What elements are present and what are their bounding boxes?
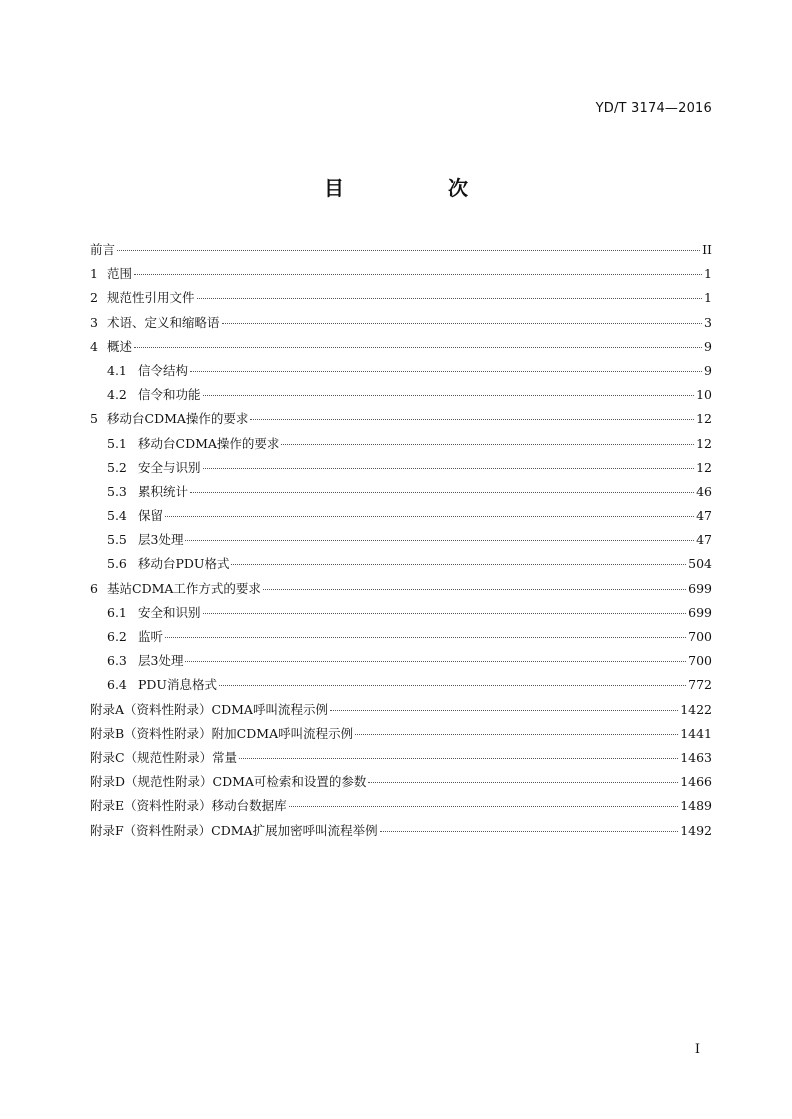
toc-entry-page: 1463 (680, 749, 712, 765)
toc-entry-title: 安全与识别 (138, 459, 201, 475)
toc-entry-number: 6 (90, 580, 98, 596)
toc-entry-title: 信令和功能 (138, 387, 201, 403)
toc-entry-number: 6.1 (107, 604, 127, 620)
toc-dot-leader (219, 685, 686, 686)
toc-entry-title: 附录A（资料性附录）CDMA呼叫流程示例 (90, 701, 328, 717)
toc-entry-number: 2 (90, 290, 98, 306)
toc-entry-page: 47 (696, 532, 712, 548)
toc-entry[interactable] (90, 579, 712, 603)
toc-entry[interactable] (90, 772, 712, 796)
toc-entry-number: 6.4 (107, 677, 127, 693)
toc-entry-page: 10 (696, 387, 712, 403)
toc-entry[interactable] (90, 288, 712, 312)
toc-dot-leader (222, 323, 702, 324)
toc-entry-title: 监听 (138, 629, 164, 644)
toc-entry-page: 772 (688, 677, 712, 693)
toc-entry[interactable] (90, 385, 712, 409)
toc-entry[interactable] (90, 554, 712, 578)
toc-dot-leader (185, 540, 694, 541)
toc-dot-leader (239, 758, 678, 759)
toc-entry[interactable] (90, 627, 712, 651)
toc-entry-page: 504 (688, 556, 712, 572)
toc-entry-number: 4 (90, 338, 98, 354)
toc-entry-number: 4.1 (107, 362, 127, 378)
toc-entry-number: 3 (90, 314, 98, 330)
toc-entry-title: 累积统计 (138, 483, 189, 499)
toc-entry[interactable] (90, 434, 712, 458)
toc-dot-leader (134, 347, 702, 348)
toc-dot-leader (165, 637, 686, 638)
toc-dot-leader (190, 371, 702, 372)
toc-entry-title: 概述 (107, 338, 133, 354)
toc-entry-page: 700 (688, 629, 712, 644)
toc-entry-title: 移动台CDMA操作的要求 (138, 435, 280, 451)
toc-entry[interactable] (90, 361, 712, 385)
toc-entry-page: 1489 (680, 798, 712, 814)
toc-entry-page: 1466 (680, 774, 712, 790)
toc-entry[interactable] (90, 748, 712, 772)
toc-dot-leader (185, 661, 686, 662)
toc-entry-title: 移动台CDMA操作的要求 (107, 411, 249, 427)
toc-entry-page: 9 (704, 362, 712, 378)
toc-entry-page: 46 (696, 483, 712, 499)
toc-entry[interactable] (90, 700, 712, 724)
toc-entry-number: 6.3 (107, 653, 127, 669)
toc-entry-title: 范围 (107, 266, 133, 282)
toc-dot-leader (368, 782, 678, 783)
toc-entry-page: 700 (688, 653, 712, 669)
toc-entry[interactable] (90, 506, 712, 530)
toc-entry-number: 1 (90, 266, 98, 282)
table-of-contents (90, 240, 712, 845)
toc-entry-page: 1492 (680, 822, 712, 838)
toc-entry-number: 5.3 (107, 483, 127, 499)
toc-entry-number: 5.5 (107, 532, 127, 548)
toc-entry[interactable] (90, 458, 712, 482)
toc-dot-leader (203, 613, 687, 614)
toc-entry[interactable] (90, 482, 712, 506)
toc-dot-leader (134, 274, 702, 275)
toc-entry[interactable] (90, 264, 712, 288)
toc-entry-title: 附录B（资料性附录）附加CDMA呼叫流程示例 (90, 725, 354, 741)
standard-code: YD/T 3174—2016 (595, 101, 712, 116)
toc-entry-title: 规范性引用文件 (107, 290, 195, 306)
toc-entry-number: 5.2 (107, 459, 127, 475)
toc-entry[interactable] (90, 530, 712, 554)
toc-dot-leader (117, 250, 700, 251)
toc-dot-leader (250, 419, 694, 420)
toc-entry-title: 层3处理 (138, 532, 184, 548)
page-title: 目 次 (324, 176, 510, 200)
toc-entry[interactable] (90, 240, 712, 264)
toc-entry-title: 附录E（资料性附录）移动台数据库 (90, 798, 287, 814)
toc-entry-title: PDU消息格式 (138, 677, 217, 693)
toc-entry-page: 12 (696, 411, 712, 427)
toc-entry-title: 层3处理 (138, 653, 184, 669)
toc-entry-page: 1 (704, 266, 712, 282)
toc-entry-page: II (702, 242, 712, 257)
toc-entry[interactable] (90, 796, 712, 820)
footer-page-number: I (694, 1042, 700, 1057)
toc-dot-leader (281, 444, 694, 445)
toc-entry-title: 信令结构 (138, 362, 189, 378)
toc-entry-page: 699 (688, 604, 712, 620)
toc-dot-leader (203, 468, 695, 469)
toc-entry[interactable] (90, 409, 712, 433)
toc-entry-title: 移动台PDU格式 (138, 556, 230, 572)
toc-entry-page: 12 (696, 435, 712, 451)
toc-dot-leader (197, 298, 702, 299)
toc-entry-number: 5.6 (107, 556, 127, 572)
toc-entry-title: 安全和识别 (138, 604, 201, 620)
toc-entry-page: 12 (696, 459, 712, 475)
toc-entry-number: 6.2 (107, 629, 127, 644)
toc-entry[interactable] (90, 821, 712, 845)
toc-entry-page: 9 (704, 338, 712, 354)
toc-dot-leader (355, 734, 678, 735)
toc-entry[interactable] (90, 724, 712, 748)
toc-entry-number: 5 (90, 411, 98, 427)
toc-dot-leader (203, 395, 695, 396)
toc-entry[interactable] (90, 313, 712, 337)
toc-entry-title: 保留 (138, 508, 164, 524)
toc-dot-leader (289, 806, 679, 807)
toc-entry-page: 3 (704, 314, 712, 330)
toc-entry-page: 1 (704, 290, 712, 306)
toc-entry[interactable] (90, 337, 712, 361)
toc-dot-leader (165, 516, 694, 517)
toc-entry-title: 前言 (90, 242, 116, 257)
toc-entry-page: 699 (688, 580, 712, 596)
toc-entry[interactable] (90, 603, 712, 627)
toc-entry-number: 5.4 (107, 508, 127, 524)
toc-entry-title: 附录D（规范性附录）CDMA可检索和设置的参数 (90, 774, 367, 790)
toc-entry[interactable] (90, 651, 712, 675)
toc-dot-leader (231, 564, 686, 565)
toc-entry-title: 基站CDMA工作方式的要求 (107, 580, 261, 596)
toc-entry-page: 1441 (680, 725, 712, 741)
toc-entry-page: 47 (696, 508, 712, 524)
toc-dot-leader (330, 710, 678, 711)
toc-entry-number: 5.1 (107, 435, 127, 451)
toc-entry-number: 4.2 (107, 387, 127, 403)
toc-entry-title: 附录C（规范性附录）常量 (90, 749, 238, 765)
toc-dot-leader (380, 831, 679, 832)
toc-entry-page: 1422 (680, 701, 712, 717)
toc-entry-title: 术语、定义和缩略语 (107, 314, 220, 330)
toc-entry[interactable] (90, 675, 712, 699)
toc-dot-leader (263, 589, 686, 590)
toc-entry-title: 附录F（资料性附录）CDMA扩展加密呼叫流程举例 (90, 822, 378, 838)
toc-dot-leader (190, 492, 694, 493)
